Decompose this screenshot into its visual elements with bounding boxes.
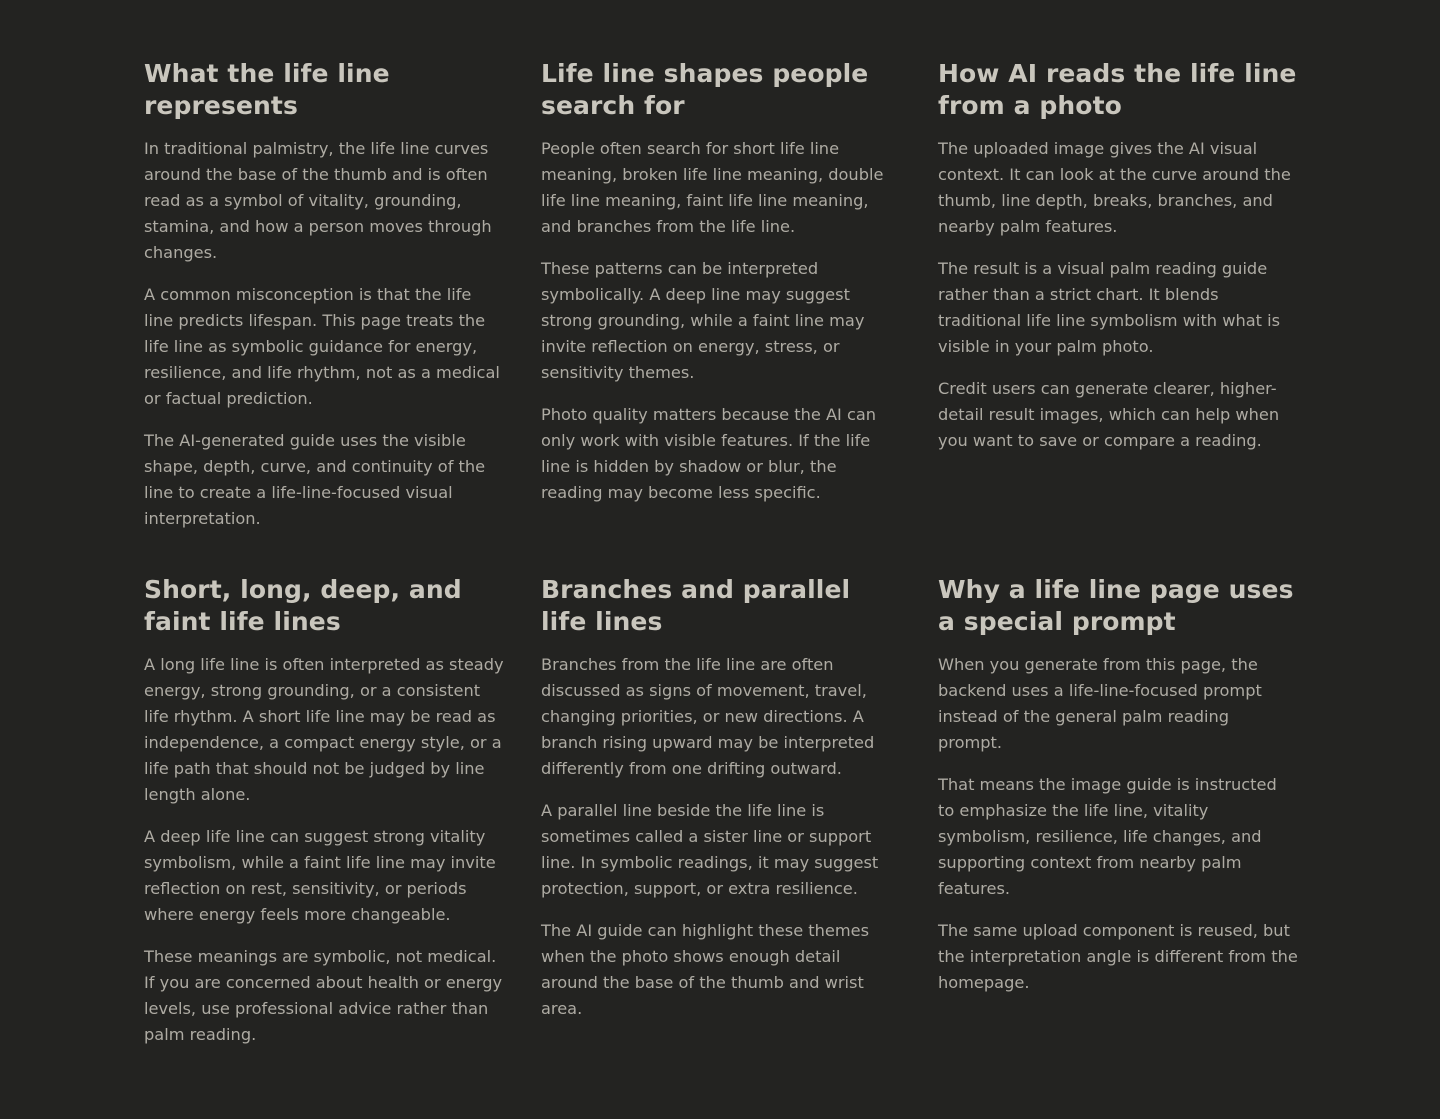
section-paragraph: In traditional palmistry, the life line curves around the base of the thumb and is often read as a symbol of vitality, grounding, stamina, and how a person moves through changes. [144,139,492,262]
section-paragraph: The AI guide can highlight these themes when the photo shows enough detail around the base of the thumb and wrist area. [541,921,870,1018]
section-paragraph: That means the image guide is instructed to emphasize the life line, vitality symbolism, resilience, life changes, and supporting context from nearby palm features. [938,775,1277,898]
section-title: How AI reads the life line from a photo [938,59,1297,120]
section-paragraph: The AI-generated guide uses the visible shape, depth, curve, and continuity of the line to create a life-line-focused visual interpretation. [144,431,486,528]
section-title: Branches and parallel life lines [541,575,851,636]
section-paragraph: Branches from the life line are often discussed as signs of movement, travel, changing priorities, or new directions. A branch rising upward may be interpreted differently from one drifting outward. [541,655,875,778]
section-paragraph: A common misconception is that the life line predicts lifespan. This page treats the life line as symbolic guidance for energy, resilience, and life rhythm, not as a medical or factual prediction. [144,285,500,408]
section-paragraph: These meanings are symbolic, not medical. If you are concerned about health or energy levels, use professional advice rather than palm reading. [144,947,503,1044]
content-grid [144,58,1296,1048]
section-title: Why a life line page uses a special prompt [938,575,1294,636]
section-paragraph: When you generate from this page, the backend uses a life-line-focused prompt instead of the general palm reading prompt. [938,655,1262,752]
section-title: Life line shapes people search for [541,59,869,120]
section-ai-reads-life-line [938,58,1298,532]
section-life-line-shapes [541,58,901,532]
section-paragraph: These patterns can be interpreted symbolically. A deep line may suggest strong grounding, while a faint line may invite reflection on energy, stress, or sensitivity themes. [541,259,865,382]
section-branches-parallel [541,574,901,1048]
section-paragraph: Credit users can generate clearer, higher-detail result images, which can help when you want to save or compare a reading. [938,379,1280,450]
section-paragraph: A long life line is often interpreted as steady energy, strong grounding, or a consistent life rhythm. A short life line may be read as independence, a compact energy style, or a life path that should not be judged by line length alone. [144,655,504,804]
section-special-prompt [938,574,1298,1048]
section-paragraph: The uploaded image gives the AI visual context. It can look at the curve around the thumb, line depth, breaks, branches, and nearby palm features. [938,139,1291,236]
section-paragraph: The same upload component is reused, but the interpretation angle is different from the homepage. [938,921,1298,992]
section-paragraph: A parallel line beside the life line is sometimes called a sister line or support line. In symbolic readings, it may suggest protection, support, or extra resilience. [541,801,879,898]
section-paragraph: The result is a visual palm reading guide rather than a strict chart. It blends traditional life line symbolism with what is visible in your palm photo. [938,259,1281,356]
section-title: Short, long, deep, and faint life lines [144,575,462,636]
section-paragraph: A deep life line can suggest strong vitality symbolism, while a faint life line may invite reflection on rest, sensitivity, or periods where energy feels more changeable. [144,827,496,924]
section-paragraph: People often search for short life line meaning, broken life line meaning, double life line meaning, faint life line meaning, and branches from the life line. [541,139,884,236]
section-life-line-represents [144,58,504,532]
section-title: What the life line represents [144,59,390,120]
section-paragraph: Photo quality matters because the AI can only work with visible features. If the life line is hidden by shadow or blur, the reading may become less specific. [541,405,877,502]
section-short-long-deep-faint [144,574,504,1048]
